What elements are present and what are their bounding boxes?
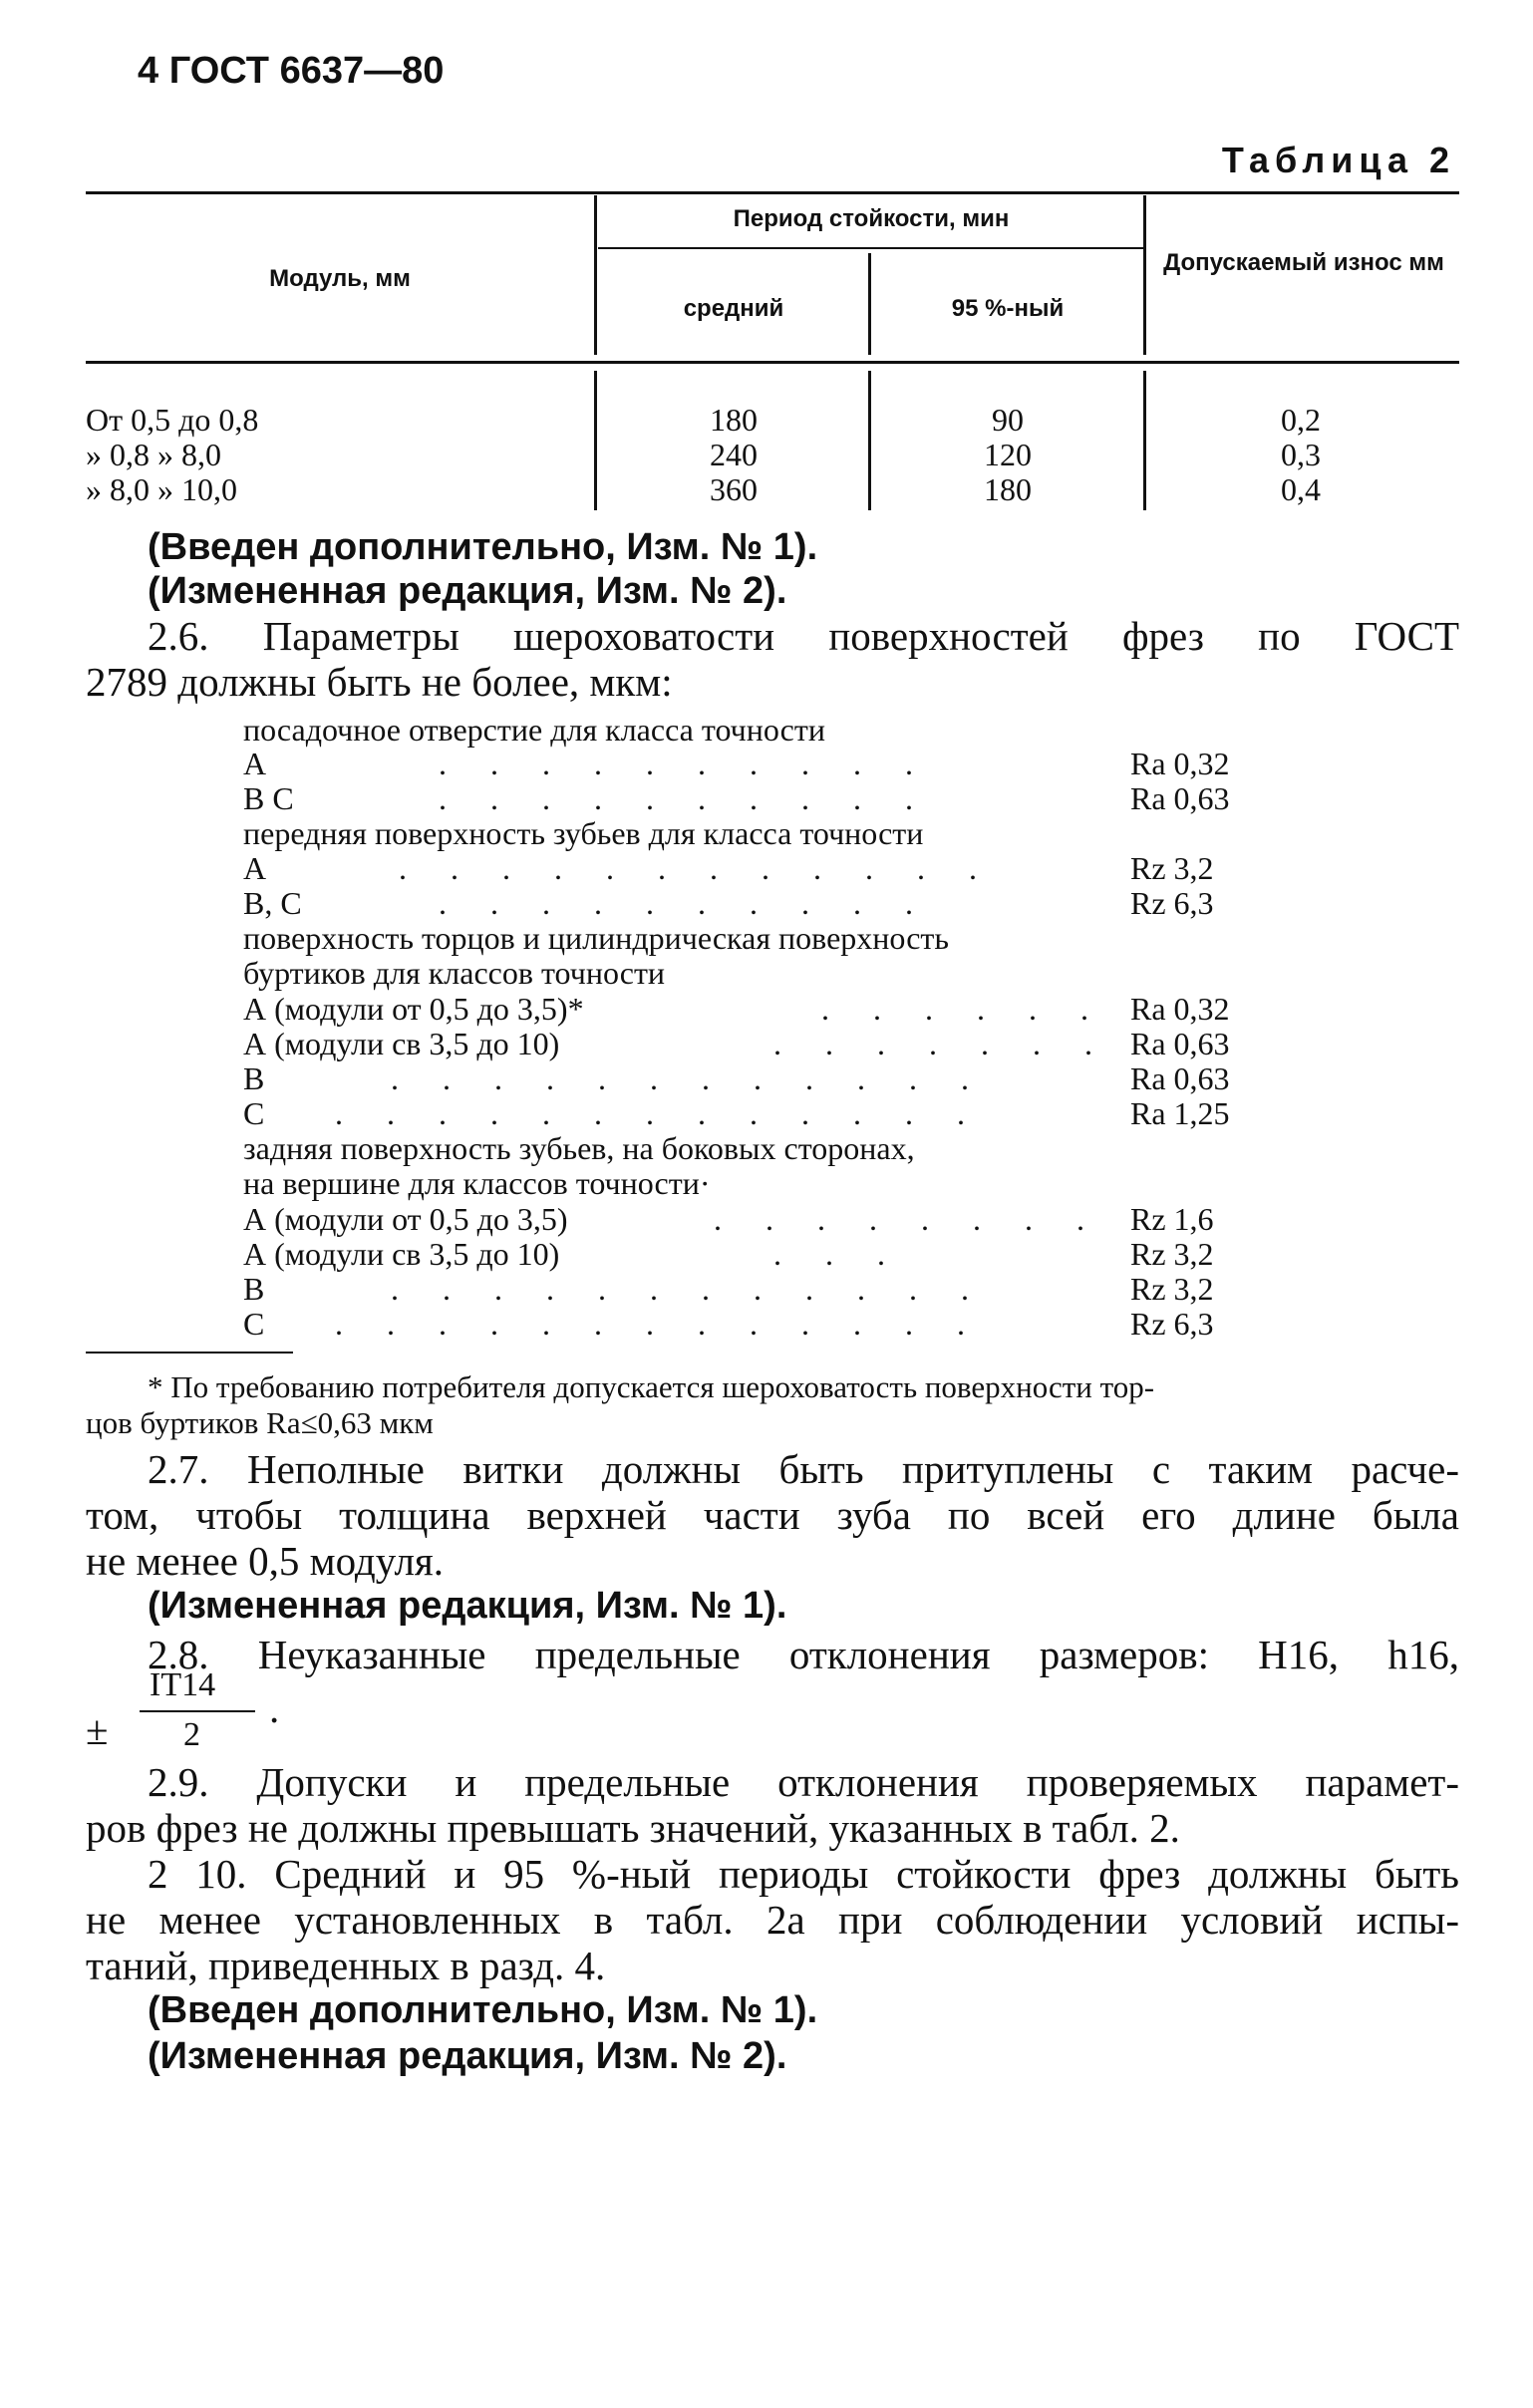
table-vline-1 [594,195,597,355]
leader-dots: . . . . . . . . . . . . [399,850,995,886]
footnote-rule [86,1352,293,1354]
page-header [138,50,444,93]
list-item: передняя поверхность зубьев для класса точности [243,815,924,851]
fraction-denominator: 2 [183,1716,200,1753]
table-top-rule [86,191,1459,194]
list-item: задняя поверхность зубьев, на боковых сторонах, [243,1130,915,1166]
paragraph-2-10-line: не менее установленных в табл. 2а при соблюдении условий испы- [86,1897,1459,1943]
paragraph-2-7-line: 2.7. Неполные витки должны быть притуплены с таким расче- [148,1446,1459,1492]
list-item: С [243,1306,265,1342]
cell-average: 180 [710,402,758,438]
leader-dots: . . . . . . [821,991,1106,1027]
col-header-module: Модуль, мм [269,265,411,292]
sentence-end: . [269,1685,280,1731]
cell-module: От 0,5 до 0,8 [86,402,259,438]
fraction-bar [140,1710,255,1712]
list-item: А (модули св 3,5 до 10) [243,1026,560,1061]
page-number: 4 [138,50,159,92]
roughness-value: Rz 3,2 [1130,1271,1214,1307]
leader-dots: . . . . . . . . . . [439,746,931,781]
footnote-line: * По требованию потребителя допускается шероховатость поверхности тор- [148,1369,1155,1404]
fraction-numerator: IT14 [150,1666,216,1703]
amendment-note: (Введен дополнительно, Изм. № 1). [148,526,818,568]
leader-dots: . . . . . . . . . . [439,885,931,921]
list-item: на вершине для классов точности· [243,1165,711,1201]
cell-wear: 0,2 [1281,402,1321,438]
table-vline-1b [594,371,597,510]
list-item: А (модули от 0,5 до 3,5) [243,1201,568,1237]
paragraph-2-6-line: 2.6. Параметры шероховатости поверхностей фрез по ГОСТ [148,613,1459,659]
roughness-value: Ra 0,63 [1130,1060,1230,1096]
leader-dots: . . . . . . . . . . . . . [335,1306,983,1342]
amendment-note: (Введен дополнительно, Изм. № 1). [148,1989,818,2031]
cell-module: » 0,8 » 8,0 [86,437,221,472]
list-item: А (модули от 0,5 до 3,5)* [243,991,584,1027]
table-group-rule [598,247,1144,249]
list-item: В С [243,780,294,816]
cell-module: » 8,0 » 10,0 [86,471,237,507]
cell-average: 360 [710,471,758,507]
list-item: В, С [243,885,302,921]
roughness-value: Rz 3,2 [1130,1236,1214,1272]
paragraph-2-10-line: таний, приведенных в разд. 4. [86,1943,606,1988]
list-item: посадочное отверстие для класса точности [243,712,825,748]
footnote-line: цов буртиков Ra≤0,63 мкм [86,1405,434,1440]
paragraph-2-10-line: 2 10. Средний и 95 %-ный периоды стойкости фрез должны быть [148,1851,1459,1897]
paragraph-2-9-line: ров фрез не должны превышать значений, указанных в табл. 2. [86,1805,1180,1851]
col-header-wear: Допускаемый износ мм [1163,249,1444,276]
leader-dots: . . . . . . . . . . [439,780,931,816]
list-item: В [243,1060,265,1096]
roughness-value: Ra 0,63 [1130,1026,1230,1061]
paragraph-2-8-line: 2.8. Неуказанные предельные отклонения размеров: Н16, h16, [148,1632,1459,1677]
list-item: А (модули св 3,5 до 10) [243,1236,560,1272]
leader-dots: . . . . . . . . . . . . [391,1271,987,1307]
roughness-value: Ra 0,32 [1130,746,1230,781]
roughness-value: Ra 1,25 [1130,1095,1230,1131]
list-item: поверхность торцов и цилиндрическая поверхность [243,920,949,956]
col-header-period: Период стойкости, мин [733,205,1010,232]
amendment-note: (Измененная редакция, Изм. № 2). [148,2035,787,2077]
col-header-95: 95 %-ный [951,295,1065,322]
leader-dots: . . . . . . . [773,1026,1110,1061]
leader-dots: . . . . . . . . . . . . . [335,1095,983,1131]
roughness-value: Rz 3,2 [1130,850,1214,886]
cell-wear: 0,4 [1281,471,1321,507]
roughness-value: Ra 0,32 [1130,991,1230,1027]
roughness-value: Rz 6,3 [1130,1306,1214,1342]
roughness-value: Rz 1,6 [1130,1201,1214,1237]
cell-95: 90 [992,402,1024,438]
amendment-note: (Измененная редакция, Изм. № 1). [148,1585,787,1627]
leader-dots: . . . [773,1236,903,1272]
list-item: А [243,850,267,886]
col-header-average: средний [683,295,784,322]
list-item: А [243,746,267,781]
roughness-value: Ra 0,63 [1130,780,1230,816]
standard-code: ГОСТ 6637—80 [168,50,445,92]
cell-95: 180 [984,471,1032,507]
paragraph-2-9-line: 2.9. Допуски и предельные отклонения проверяемых парамет- [148,1759,1459,1805]
list-item: В [243,1271,265,1307]
paragraph-2-7-line: не менее 0,5 модуля. [86,1538,445,1584]
cell-wear: 0,3 [1281,437,1321,472]
cell-average: 240 [710,437,758,472]
paragraph-2-6-line: 2789 должны быть не более, мкм: [86,659,673,705]
paragraph-2-7-line: том, чтобы толщина верхней части зуба по всей его длине была [86,1492,1459,1538]
table-caption: Таблица 2 [1221,140,1455,180]
amendment-note: (Измененная редакция, Изм. № 2). [148,570,787,612]
list-item: С [243,1095,265,1131]
plus-minus: ± [86,1707,109,1753]
roughness-value: Rz 6,3 [1130,885,1214,921]
list-item: буртиков для классов точности [243,955,666,991]
leader-dots: . . . . . . . . [714,1201,1102,1237]
leader-dots: . . . . . . . . . . . . [391,1060,987,1096]
cell-95: 120 [984,437,1032,472]
table-header-rule [86,361,1459,364]
